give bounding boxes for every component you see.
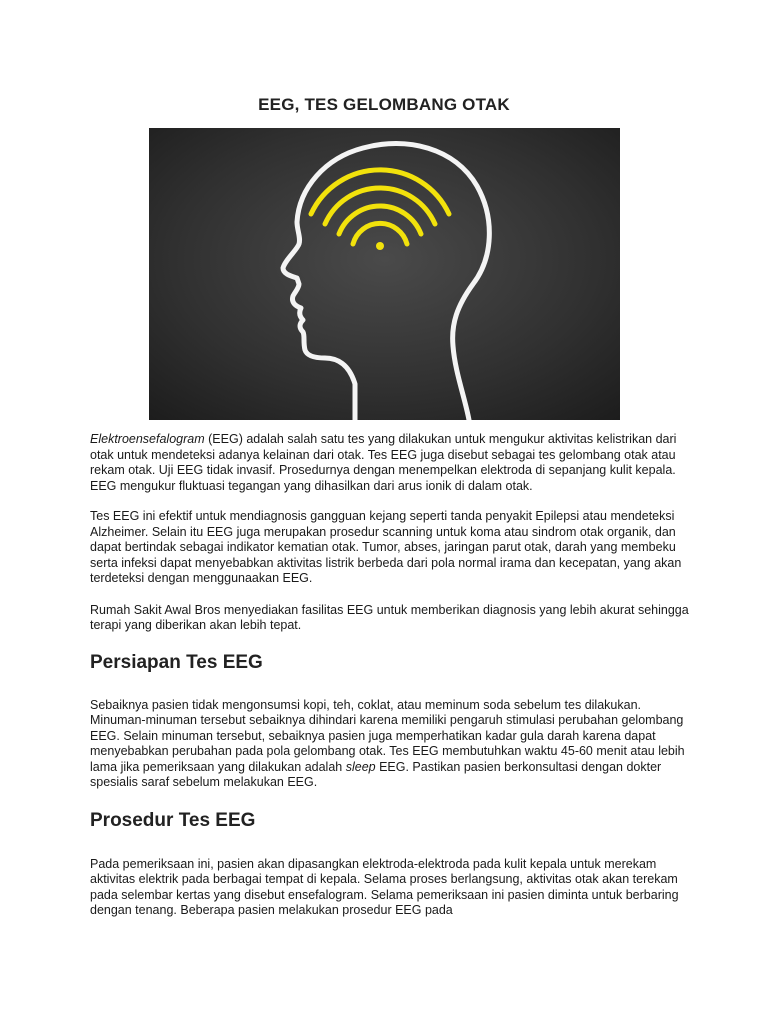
dokter-spesialis-saraf-link[interactable]: dokter spesialis saraf	[90, 759, 662, 789]
persiapan-italic: sleep	[345, 759, 376, 774]
intro-paragraph	[90, 432, 690, 494]
persiapan-text-b: EEG. Pastikan pasien berkonsultasi dengan	[375, 759, 627, 774]
head-brainwave-illustration	[149, 128, 620, 420]
article-body	[90, 432, 690, 919]
intro-term: Elektroensefalogram	[90, 432, 205, 446]
paragraph-3: Rumah Sakit Awal Bros menyediakan fasilitas EEG untuk memberikan diagnosis yang lebih akurat sehingga terapi yang diberikan akan lebih tepat.	[90, 602, 689, 632]
page-title: EEG, TES GELOMBANG OTAK	[258, 95, 510, 114]
persiapan-text-c: sebelum melakukan EEG.	[169, 775, 318, 789]
hero-image	[149, 128, 620, 420]
paragraph-2: Tes EEG ini efektif untuk mendiagnosis gangguan kejang seperti tanda penyakit Epilepsi atau mendeteksi Alzheimer. Selain itu EEG juga merupakan prosedur scanning untuk koma atau sindrom otak organik, dan dapat bertindak sebagai indikator kematian otak. Tumor, abses, jaringan parut otak, darah yang membeku serta infeksi dapat menyebabkan aktivitas listrik berbeda dari pola normal irama dan kecepatan, yang akan terdeteksi dengan menggunaakan EEG.	[90, 509, 682, 585]
intro-text: (EEG) adalah salah satu tes yang dilakukan untuk mengukur aktivitas kelistrikan dari otak untuk mendeteksi adanya kelainan dari otak. Tes EEG juga disebut sebagai tes gelombang otak atau rekam otak. Uji EEG tidak invasif. Prosedurnya dengan menempelkan elektroda di sepanjang kulit kepala. EEG mengukur fluktuasi tegangan yang dihasilkan dari arus ionik di dalam otak.	[90, 432, 677, 493]
persiapan-paragraph	[90, 698, 690, 791]
section-heading-persiapan: Persiapan Tes EEG	[90, 651, 263, 673]
section-heading-prosedur: Prosedur Tes EEG	[90, 809, 256, 831]
brainwave-dot	[376, 242, 384, 250]
prosedur-paragraph: Pada pemeriksaan ini, pasien akan dipasangkan elektroda-elektroda pada kulit kepala untuk merekam aktivitas elektrik pada berbagai tempat di kepala. Selama proses berlangsung, aktivitas otak akan terekam pada selembar kertas yang disebut ensefalogram. Selama pemeriksaan ini pasien diminta untuk berbaring dengan tenang. Beberapa pasien melakukan prosedur EEG pada	[90, 856, 679, 917]
persiapan-text-a: Sebaiknya pasien tidak mengonsumsi kopi, teh, coklat, atau meminum soda sebelum tes dilakukan. Minuman-minuman tersebut sebaiknya dihindari karena memiliki pengaruh stimulasi perubahan gelombang EEG. Selain minuman tersebut, sebaiknya pasien juga memperhatikan kadar gula darah karena dapat menyebabkan perubahan pada pola gelombang otak. Tes EEG membutuhkan waktu 45-60 menit atau lebih lama jika pemeriksaan yang dilakukan adalah	[90, 697, 685, 774]
